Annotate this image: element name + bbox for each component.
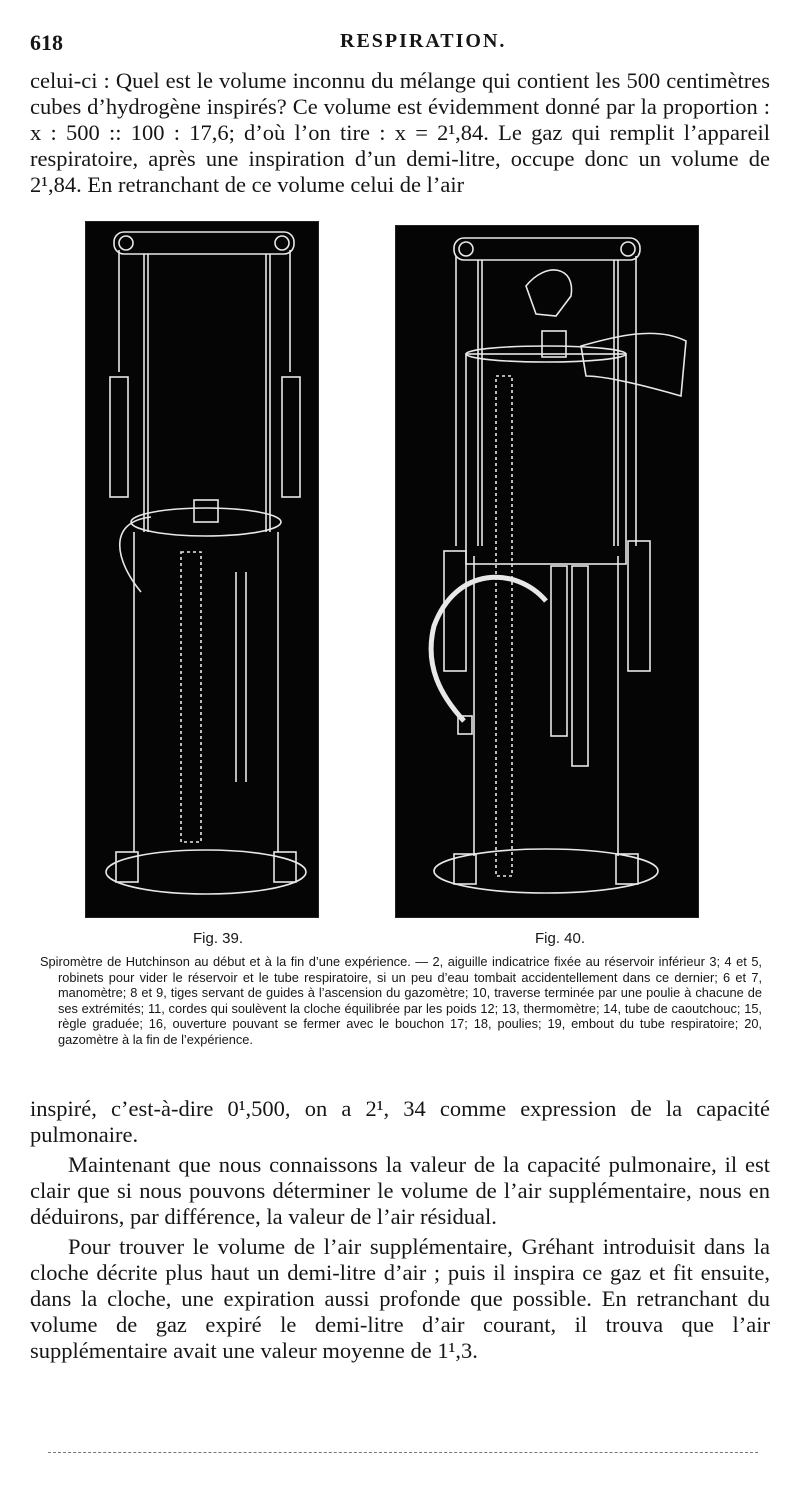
page-header xyxy=(30,30,770,54)
figure-39-engraving xyxy=(85,221,319,918)
page-number: 618 xyxy=(30,30,63,55)
figure-caption: Spiromètre de Hutchinson au début et à la fin d’une expérience. — 2, aiguille indicatrice fixée au réservoir inférieur 3; 4 et 5, robinets pour vider le réservoir et le tube respiratoire, si un peu d’eau tombait accidentellement dans ce dernier; 6 et 7, manomètre; 8 et 9, tiges servant de guides à l’ascension du gazomètre; 10, traverse terminée par une poulie à chacune de ses extrémités; 11, cordes qui soulèvent la cloche équilibrée par les poids 12; 13, thermomètre; 14, tube de caoutchouc; 15, règle graduée; 16, ouverture pouvant se fermer avec le bouchon 17; 18, poulies; 19, embout du tube respiratoire; 20, gazomètre à la fin de l’expérience. xyxy=(40,954,762,1047)
figure-40-label: Fig. 40. xyxy=(535,930,586,947)
paragraph: inspiré, c’est-à-dire 0¹,500, on a 2¹, 34 comme expression de la capacité pulmonaire. xyxy=(30,1096,770,1147)
paragraph: Maintenant que nous connaissons la valeur de la capacité pulmonaire, il est clair que si nous pouvons déterminer le volume de l’air supplémentaire, nous en déduirons, par différence, la valeur de l’air résidual. xyxy=(30,1152,770,1229)
paragraph: celui-ci : Quel est le volume inconnu du mélange qui contient les 500 centimètres cubes d’hydrogène inspirés? Ce volume est évidemment donné par la proportion : x : 500 :: 100 : 17,6; d’où l’on tire : x = 2¹,84. Le gaz qui remplit l’appareil respiratoire, après une inspiration d’un demi-litre, occupe donc un volume de 2¹,84. En retranchant de ce volume celui de l’air xyxy=(30,68,770,197)
footer-rule xyxy=(48,1452,758,1453)
figure-39-label: Fig. 39. xyxy=(193,930,244,947)
body-text-bottom xyxy=(30,1096,770,1368)
body-text-top xyxy=(30,68,770,198)
figure-40-engraving xyxy=(395,225,699,918)
running-title: RESPIRATION. xyxy=(340,30,507,52)
paragraph: Pour trouver le volume de l’air supplémentaire, Gréhant introduisit dans la cloche décrite plus haut un demi-litre d’air ; puis il inspira ce gaz et fit ensuite, dans la cloche, une expiration aussi profonde que possible. En retranchant du volume de gaz expiré le demi-litre d’air courant, il trouva que l’air supplémentaire avait une valeur moyenne de 1¹,3. xyxy=(30,1234,770,1363)
